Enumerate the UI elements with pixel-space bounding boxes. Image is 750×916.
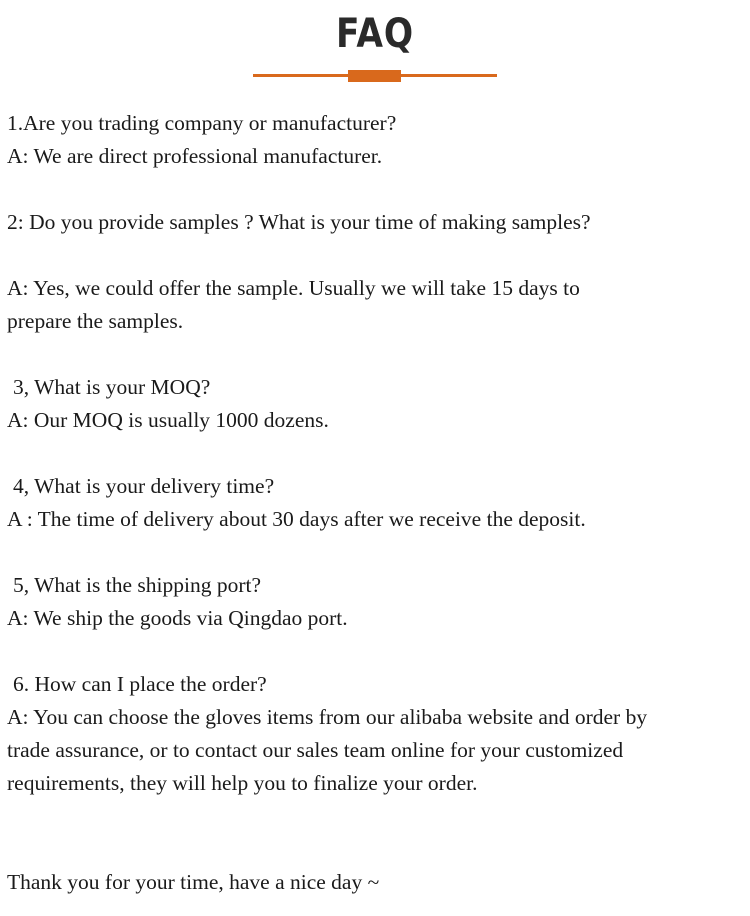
faq-question-2: 2: Do you provide samples ? What is your time of making samples? — [7, 210, 591, 234]
faq-list — [7, 107, 747, 899]
faq-header — [0, 0, 750, 90]
spacer — [7, 833, 747, 866]
faq-answer-5: A: We ship the goods via Qingdao port. — [7, 606, 348, 630]
spacer — [7, 173, 747, 206]
faq-answer-2-line-2: prepare the samples. — [7, 309, 184, 333]
faq-question-6: 6. How can I place the order? — [13, 672, 267, 696]
faq-answer-6-line-2: trade assurance, or to contact our sales team online for your customized — [7, 738, 624, 762]
faq-answer-4: A : The time of delivery about 30 days after we receive the deposit. — [7, 507, 586, 531]
faq-answer-2-line-1: A: Yes, we could offer the sample. Usually we will take 15 days to — [7, 276, 580, 300]
faq-question-1: 1.Are you trading company or manufacturer? — [7, 111, 397, 135]
title-divider-accent — [348, 70, 401, 82]
faq-answer-6-line-1: A: You can choose the gloves items from our alibaba website and order by — [7, 705, 648, 729]
faq-answer-1: A: We are direct professional manufacturer. — [7, 144, 383, 168]
spacer — [7, 536, 747, 569]
page-title: FAQ — [335, 11, 414, 57]
spacer — [7, 635, 747, 668]
spacer — [7, 239, 747, 272]
faq-question-4: 4, What is your delivery time? — [13, 474, 275, 498]
faq-question-5: 5, What is the shipping port? — [13, 573, 262, 597]
faq-answer-6-line-3: requirements, they will help you to finalize your order. — [7, 771, 478, 795]
closing-message: Thank you for your time, have a nice day ~ — [7, 870, 380, 894]
faq-answer-3: A: Our MOQ is usually 1000 dozens. — [7, 408, 329, 432]
spacer — [7, 437, 747, 470]
faq-question-3: 3, What is your MOQ? — [13, 375, 211, 399]
spacer — [7, 800, 747, 833]
spacer — [7, 338, 747, 371]
